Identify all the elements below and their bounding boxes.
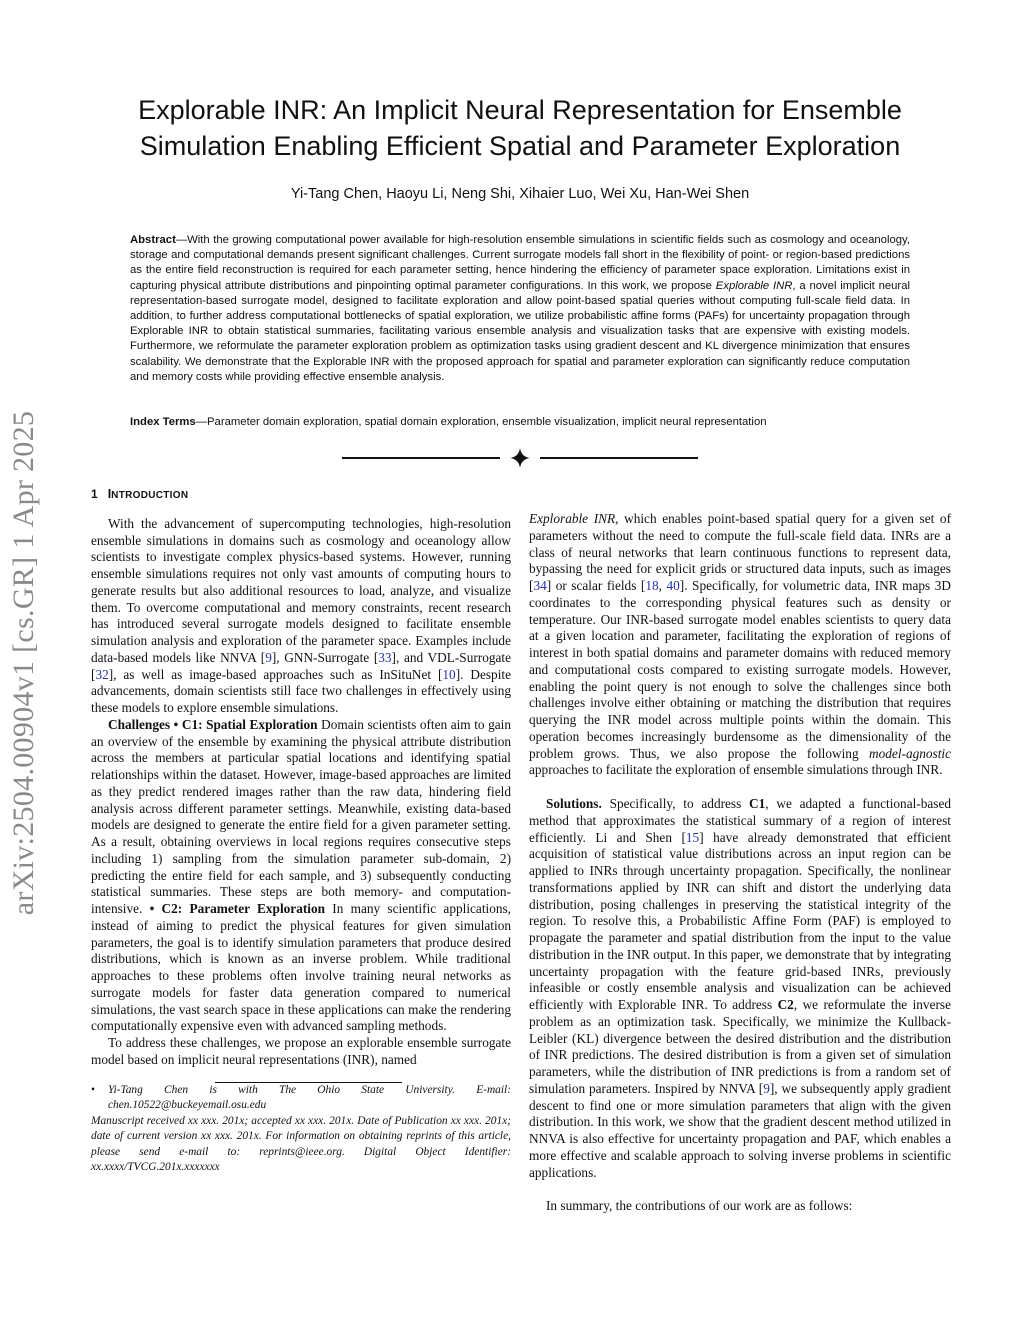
right-column [529, 511, 951, 1215]
text-run: , [658, 578, 667, 593]
four-point-star-icon [510, 448, 530, 468]
abstract-emphasis: Explorable INR [715, 279, 793, 292]
text-run: With the advancement of supercomputing technologies, high-resolution ensemble simulations in domains such as cosmology and oceanology allow scientists to investigate complex physics-based systems. However, running ensemble simulations requires not only vast amounts of computing hours to generate results but also additional resources to load, analyze, and visualize them. To overcome computational and memory constraints, recent research has introduced several surrogate models designed to facilitate ensemble simulation analysis and exploration of the parameter space. Examples include data-based models like NNVA [ [91, 515, 511, 665]
paragraph-gap [529, 779, 951, 796]
citation-link[interactable]: 34 [533, 578, 547, 593]
citation-link[interactable]: 9 [265, 649, 272, 665]
paragraph-gap [529, 1181, 951, 1198]
text-run: In many scientific applications, instead of aiming to predict the physical features for given simulation parameters, the goal is to identify simulation parameters that produce desired distributions, which is known as an inverse problem. While traditional approaches to these problems often involve training neural networks as surrogate models for faster data generation compared to numerical simulations, the vast search space in these applications can make the rendering computationally expensive even with advanced sampling methods. [91, 901, 512, 1034]
index-terms-label: Index Terms [130, 416, 196, 428]
emphasis-explorable-inr: Explorable INR [529, 511, 616, 526]
text-run: approaches to facilitate the exploration of ensemble simulations through INR. [529, 762, 943, 778]
footnote-manuscript: Manuscript received xx xxx. 201x; accepted xx xxx. 201x. Date of Publication xx xxx. 201x; date of current version xx xxx. 201x. For information on obtaining reprints of this article, please send e-mail to: reprints@ieee.org. Digital Object Identifier: xx.xxxx/TVCG.201x.xxxxxxx [91, 1114, 511, 1173]
solutions-label: Solutions. [546, 796, 602, 811]
arxiv-side-label [2, 364, 46, 962]
section-divider [342, 448, 698, 468]
abstract-text-2: , a novel implicit neural representation-based surrogate model, designed to facilitate exploration and allow point-based spatial queries without computing full-scale field data. In addition, to further address computational bottlenecks of spatial exploration, we utilize probabilistic affine forms (PAFs) for uncertainty propagation through Explorable INR to obtain statistical summaries, facilitating various ensemble analysis and visualization tasks that are expensive with existing models. Furthermore, we reformulate the parameter exploration problem as optimization tasks using gradient descent and KL divergence minimization that ensures scalability. We demonstrate that the Explorable INR with the proposed approach for spatial and parameter exploration can significantly reduce computation and memory costs while providing effective ensemble analysis. [130, 279, 910, 383]
intro-paragraph-1 [91, 516, 511, 717]
text-run: , which enables point-based spatial query for a given set of parameters without the need to compute the full-scale field data. INRs are a class of neural networks that learn continuous functions to represent data, bypassing the need for explicit grids or structured data inputs, such as images [ [529, 511, 952, 593]
abstract-dash: — [175, 234, 188, 246]
c1-ref: C1 [749, 796, 766, 811]
footnote-bullet: • [91, 1083, 95, 1096]
abstract-text-1: With the growing computational power available for high-resolution ensemble simulations in scientific fields such as cosmology and oceanology, storage and computational demands present significant challenges. Current surrogate models fall short in the flexibility of point- or region-based predictions as the entire field reconstruction is required for each parameter setting, hence hindering the efficiency of parameter space exploration. Limitations exist in capturing physical attribute distributions and pinpointing optimal parameter configurations. In this work, we propose [130, 234, 910, 292]
citation-link[interactable]: 15 [685, 829, 700, 845]
text-run: ], as well as image-based approaches such as InSituNet [ [108, 666, 443, 682]
index-terms-text: Parameter domain exploration, spatial domain exploration, ensemble visualization, implicit neural representation [207, 416, 767, 428]
intro-paragraph-challenges [91, 717, 511, 1035]
abstract [130, 233, 910, 385]
text-run: ]. Despite advancements, domain scientists still face two challenges in effectively using these models to explore ensemble simulations. [91, 666, 511, 715]
text-run: , we adapted a functional-based method that approximates the statistical summary of a region of interest efficiently. Li and Shen [ [529, 796, 952, 845]
text-run: ]. Specifically, for volumetric data, INR maps 3D coordinates to the corresponding physical features such as density or temperature. Our INR-based surrogate model enables scientists to query data at a given location and parameter, facilitating the exploration of regions of interest in both spatial domains and parameter domains with reduced memory and computational costs compared to existing surrogate models. However, enabling the point query is not enough to solve the challenges since both challenges involve either obtaining or matching the distribution that requires querying the INR model across multiple points within the domain. This operation becomes increasingly burdensome as the dimensionality of the problem grows. Thus, we also propose the following [529, 578, 951, 761]
intro-paragraph-3: To address these challenges, we propose an explorable ensemble surrogate model based on implicit neural representations (INR), named [91, 1035, 511, 1067]
citation-link[interactable]: 32 [95, 666, 109, 682]
intro-paragraph-continued [529, 511, 951, 779]
section-title-initial: I [107, 487, 112, 501]
abstract-label: Abstract [130, 234, 176, 246]
title-line-2: Simulation Enabling Efficient Spatial and Parameter Exploration [139, 131, 901, 161]
emphasis-model-agnostic: model-agnostic [869, 745, 951, 761]
divider-line-right [540, 457, 698, 459]
text-run: ], we subsequently apply gradient descent to find one or more simulation parameters that align with the given distribution. In this work, we show that the gradient descent method utilized in NNVA is also effective for uncertainty propagation and PAF, which enables a more effective and scalable approach to solving inverse problems in scientific applications. [529, 1080, 952, 1180]
paper-title [60, 92, 980, 164]
arxiv-identifier[interactable]: arXiv:2504.00904v1 [cs.GR] 1 Apr 2025 [7, 410, 40, 916]
solutions-paragraph [529, 796, 951, 1181]
text-run: ] or scalar fields [ [546, 578, 646, 593]
summary-paragraph: In summary, the contributions of our work are as follows: [546, 1198, 853, 1214]
citation-link[interactable]: 10 [442, 666, 456, 682]
section-number: 1 [91, 487, 98, 501]
section-title-rest: NTRODUCTION [111, 490, 189, 501]
title-line-1: Explorable INR: An Implicit Neural Representation for Ensemble [138, 95, 902, 125]
text-run: Specifically, to address [601, 796, 750, 811]
c2-label: • C2: Parameter Exploration [149, 901, 326, 916]
index-terms [130, 415, 910, 430]
text-run: Domain scientists often aim to gain an overview of the ensemble by examining the physical attribute distribution across the members at particular spatial locations and identifying spatial relationships within the dataset. However, image-based approaches are limited as they predict rendered images rather than the raw data, hindering field analysis across different parameter settings. Meanwhile, existing data-based models are designed to generate the entire field for a given parameter setting. As a result, obtaining overviews in local regions requires consecutive steps including 1) sampling from the simulation parameter sub-domain, 2) predicting the entire field for each sample, and 3) subsequently conducting statistical summaries. These steps are both memory- and computation-intensive. [91, 716, 511, 916]
challenges-label: Challenges • C1: Spatial Exploration [108, 716, 318, 732]
footnote-affiliation-text: Yi-Tang Chen is with The Ohio State University. E-mail: chen.10522@buckeyemail.osu.edu [108, 1083, 511, 1111]
citation-link[interactable]: 33 [378, 649, 392, 665]
index-terms-dash: — [195, 416, 208, 428]
citation-link[interactable]: 9 [763, 1080, 770, 1096]
divider-line-left [342, 457, 500, 459]
author-list: Yi-Tang Chen, Haoyu Li, Neng Shi, Xihaier Luo, Wei Xu, Han-Wei Shen [290, 186, 750, 202]
left-column [91, 486, 511, 1176]
text-run: ], GNN-Surrogate [ [271, 649, 379, 665]
footnote-affiliation [91, 1083, 511, 1114]
text-run: ], and VDL-Surrogate [ [91, 649, 512, 682]
citation-link[interactable]: 40 [666, 578, 680, 593]
c2-ref: C2 [777, 997, 794, 1012]
text-run: , we reformulate the inverse problem as an optimization task. Specifically, we minimize the Kullback-Leibler (KL) divergence between the desired distribution and the distribution of INR predictions. The desired distribution is from a given set of simulation parameters, while the distribution of INR predictions is from a random set of simulation parameters. Inspired by NNVA [ [529, 997, 951, 1096]
citation-link[interactable]: 18 [645, 578, 659, 593]
section-heading-introduction [91, 486, 511, 505]
text-run: ] have already demonstrated that efficient acquisition of statistical value distributions across an input region can be applied to INRs through uncertainty propagation. Specifically, the nonlinear transformations applied by INR can shift and distort the underlying data distribution, posing challenges in preserving the statistical integrity of the region. To resolve this, a Probabilistic Affine Form (PAF) is employed to propagate the parameter and spatial distribution from the input to the value distribution in the INR output. In this paper, we demonstrate that by integrating uncertainty propagation with the feature grid-based INRs, previously infeasible or costly ensemble analysis and visualization can be achieved efficiently with Explorable INR. To address [529, 829, 951, 1012]
